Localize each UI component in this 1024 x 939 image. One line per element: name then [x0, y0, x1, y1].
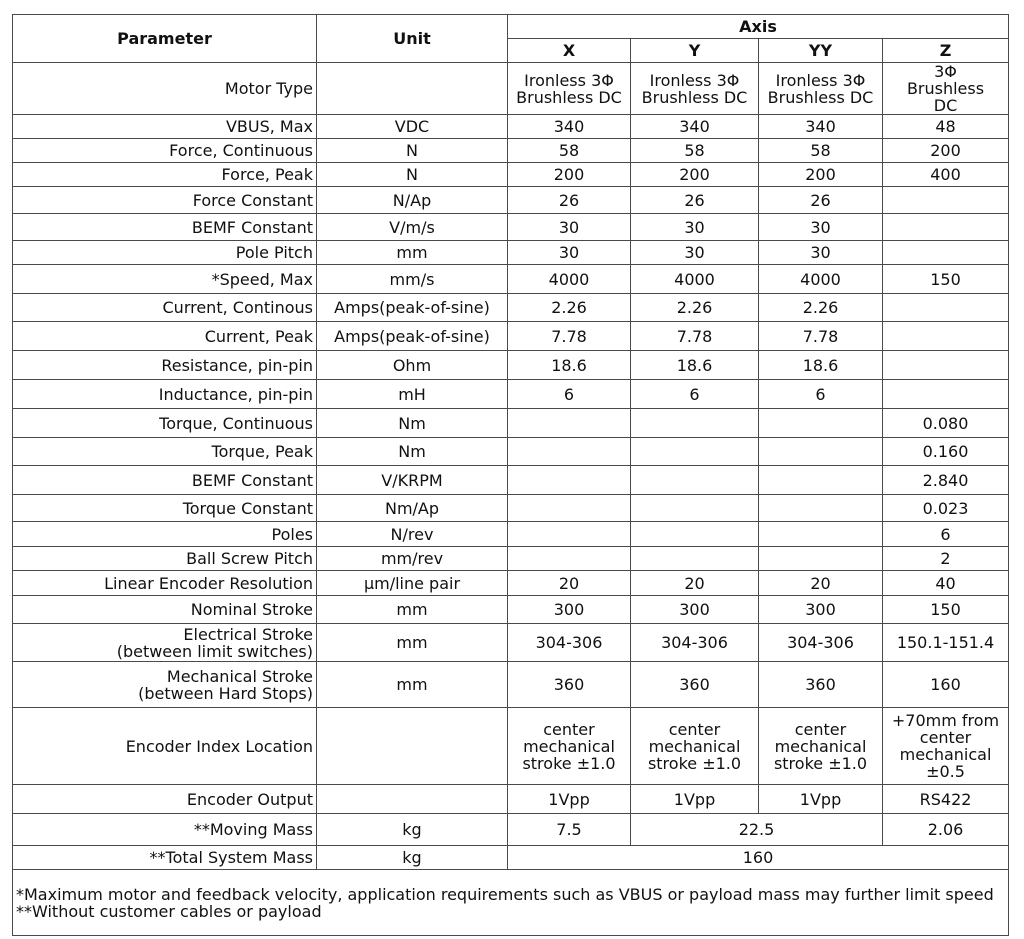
value-y: 1Vpp	[631, 785, 759, 814]
value-y: 304-306	[631, 624, 759, 662]
total-mass-row	[13, 846, 1009, 870]
param-cell	[13, 294, 317, 322]
value-y: 20	[631, 571, 759, 596]
param-label: Resistance, pin-pin	[161, 355, 313, 375]
value-x: 58	[508, 139, 631, 163]
value-x: 340	[508, 115, 631, 139]
value-x: 30	[508, 214, 631, 241]
value-yy: 2.26	[759, 294, 883, 322]
unit-cell: V/KRPM	[317, 466, 508, 495]
param-label: Ball Screw Pitch	[186, 549, 313, 568]
value-z	[883, 294, 1009, 322]
spec-row	[13, 241, 1009, 265]
value-yy: 340	[759, 115, 883, 139]
value-x	[508, 438, 631, 466]
unit-cell: Amps(peak-of-sine)	[317, 322, 508, 351]
value-x	[508, 409, 631, 438]
value-x	[508, 495, 631, 522]
value-y: 200	[631, 163, 759, 187]
unit-cell: Ohm	[317, 351, 508, 380]
value-x: 360	[508, 662, 631, 708]
unit-cell: mm	[317, 596, 508, 624]
value-y	[631, 409, 759, 438]
value-z: 0.080	[883, 409, 1009, 438]
spec-row	[13, 322, 1009, 351]
spec-row	[13, 547, 1009, 571]
value-z: 6	[883, 522, 1009, 547]
param-cell	[13, 139, 317, 163]
value-z: 0.160	[883, 438, 1009, 466]
unit-cell: Nm	[317, 438, 508, 466]
footnote-mass: **Without customer cables or payload	[16, 901, 322, 921]
param-cell	[13, 115, 317, 139]
value-yy: 58	[759, 139, 883, 163]
unit-cell: mm	[317, 241, 508, 265]
param-cell	[13, 163, 317, 187]
unit-cell: mH	[317, 380, 508, 409]
param-label: Torque, Peak	[211, 442, 313, 461]
value-x: center mechanical stroke ±1.0	[508, 708, 631, 785]
value-z: 3Φ Brushless DC	[883, 63, 1009, 115]
unit-cell: kg	[317, 814, 508, 846]
unit-cell: kg	[317, 846, 508, 870]
param-cell	[13, 662, 317, 708]
param-label: Linear Encoder Resolution	[104, 573, 313, 593]
value-yy: Ironless 3Φ Brushless DC	[759, 63, 883, 115]
param-label: *Speed, Max	[211, 269, 313, 289]
unit-cell: V/m/s	[317, 214, 508, 241]
value-z: 40	[883, 571, 1009, 596]
value-yy	[759, 438, 883, 466]
value-yy: 26	[759, 187, 883, 214]
unit-cell: mm/s	[317, 265, 508, 294]
value-y	[631, 522, 759, 547]
param-label: Poles	[271, 524, 313, 544]
value-total: 160	[508, 846, 1009, 870]
param-label: BEMF Constant	[191, 217, 313, 237]
value-x: 2.26	[508, 294, 631, 322]
value-yy	[759, 466, 883, 495]
value-x: 20	[508, 571, 631, 596]
spec-row	[13, 115, 1009, 139]
param-label: Current, Continous	[162, 298, 313, 317]
value-y: 2.26	[631, 294, 759, 322]
unit-cell: N/Ap	[317, 187, 508, 214]
footnote-speed: *Maximum motor and feedback velocity, application requirements such as VBUS or payload mass may further limit speed	[16, 884, 994, 904]
param-cell	[13, 708, 317, 785]
spec-row	[13, 495, 1009, 522]
param-label: BEMF Constant	[191, 470, 313, 490]
spec-row	[13, 187, 1009, 214]
value-y: 360	[631, 662, 759, 708]
unit-header: Unit	[317, 15, 508, 63]
value-yy: 6	[759, 380, 883, 409]
param-cell	[13, 624, 317, 662]
value-y: 300	[631, 596, 759, 624]
value-x: Ironless 3Φ Brushless DC	[508, 63, 631, 115]
value-yy: 300	[759, 596, 883, 624]
footnotes	[13, 870, 1009, 936]
param-cell	[13, 265, 317, 294]
unit-cell: Amps(peak-of-sine)	[317, 294, 508, 322]
value-z: 150	[883, 596, 1009, 624]
value-y: 340	[631, 115, 759, 139]
value-yy: 30	[759, 214, 883, 241]
spec-row	[13, 466, 1009, 495]
param-cell	[13, 351, 317, 380]
unit-cell: VDC	[317, 115, 508, 139]
param-cell	[13, 322, 317, 351]
value-y	[631, 547, 759, 571]
param-cell	[13, 438, 317, 466]
param-label: Torque Constant	[182, 498, 313, 518]
param-cell: **Moving Mass	[13, 814, 317, 846]
param-cell	[13, 495, 317, 522]
param-cell	[13, 380, 317, 409]
param-label: Nominal Stroke	[190, 600, 313, 619]
axis-x-header: X	[508, 39, 631, 63]
spec-row	[13, 596, 1009, 624]
footnote-row	[13, 870, 1009, 936]
value-x	[508, 466, 631, 495]
unit-cell: N	[317, 139, 508, 163]
unit-cell: mm	[317, 624, 508, 662]
value-z: 200	[883, 139, 1009, 163]
value-yy: 1Vpp	[759, 785, 883, 814]
value-yy: 360	[759, 662, 883, 708]
spec-row	[13, 708, 1009, 785]
spec-row	[13, 63, 1009, 115]
value-y: 26	[631, 187, 759, 214]
spec-row	[13, 522, 1009, 547]
value-z	[883, 380, 1009, 409]
param-label: Mechanical Stroke	[166, 666, 313, 686]
unit-cell	[317, 63, 508, 115]
value-yy: 30	[759, 241, 883, 265]
value-yy	[759, 522, 883, 547]
moving-mass-row	[13, 814, 1009, 846]
param-cell	[13, 63, 317, 115]
unit-cell: μm/line pair	[317, 571, 508, 596]
value-y	[631, 466, 759, 495]
axis-z-header: Z	[883, 39, 1009, 63]
value-x: 26	[508, 187, 631, 214]
spec-row	[13, 571, 1009, 596]
param-label: Encoder Index Location	[125, 736, 313, 756]
value-x: 304-306	[508, 624, 631, 662]
param-cell	[13, 785, 317, 814]
value-z: 0.023	[883, 495, 1009, 522]
param-cell	[13, 241, 317, 265]
specification-table	[12, 14, 1009, 936]
param-cell	[13, 522, 317, 547]
header-row-top	[13, 15, 1009, 39]
value-z	[883, 322, 1009, 351]
spec-row	[13, 438, 1009, 466]
param-sublabel: (between Hard Stops)	[138, 683, 313, 703]
unit-cell: mm/rev	[317, 547, 508, 571]
unit-cell: N/rev	[317, 522, 508, 547]
param-label: Current, Peak	[204, 326, 313, 346]
value-x: 300	[508, 596, 631, 624]
param-label: Torque, Continuous	[159, 413, 313, 433]
value-x: 7.5	[508, 814, 631, 846]
value-y: 58	[631, 139, 759, 163]
value-z	[883, 351, 1009, 380]
value-yy: 18.6	[759, 351, 883, 380]
param-label: Inductance, pin-pin	[158, 384, 313, 404]
param-cell	[13, 571, 317, 596]
value-yy: center mechanical stroke ±1.0	[759, 708, 883, 785]
spec-row	[13, 785, 1009, 814]
param-cell	[13, 547, 317, 571]
value-y: 6	[631, 380, 759, 409]
spec-row	[13, 294, 1009, 322]
value-y-yy: 22.5	[631, 814, 883, 846]
axis-yy-header: YY	[759, 39, 883, 63]
value-x: 4000	[508, 265, 631, 294]
value-z: 2	[883, 547, 1009, 571]
value-x: 18.6	[508, 351, 631, 380]
value-z: 150	[883, 265, 1009, 294]
value-z: 2.06	[883, 814, 1009, 846]
spec-row	[13, 351, 1009, 380]
spec-row	[13, 265, 1009, 294]
value-y	[631, 438, 759, 466]
value-yy	[759, 547, 883, 571]
value-z	[883, 187, 1009, 214]
value-x: 1Vpp	[508, 785, 631, 814]
value-yy	[759, 495, 883, 522]
param-cell: **Total System Mass	[13, 846, 317, 870]
spec-row	[13, 409, 1009, 438]
value-x: 6	[508, 380, 631, 409]
unit-cell: N	[317, 163, 508, 187]
unit-cell: Nm/Ap	[317, 495, 508, 522]
param-label: VBUS, Max	[225, 117, 313, 136]
param-label: Force, Continuous	[169, 141, 313, 160]
param-cell	[13, 596, 317, 624]
value-y: 30	[631, 241, 759, 265]
spec-row	[13, 163, 1009, 187]
value-z: +70mm from center mechanical ±0.5	[883, 708, 1009, 785]
parameter-header: Parameter	[13, 15, 317, 63]
value-y: 18.6	[631, 351, 759, 380]
value-y: 30	[631, 214, 759, 241]
spec-row	[13, 214, 1009, 241]
param-label: Encoder Output	[186, 789, 313, 809]
param-label: Electrical Stroke	[183, 624, 313, 644]
value-yy: 7.78	[759, 322, 883, 351]
value-z: 400	[883, 163, 1009, 187]
spec-body	[13, 63, 1009, 936]
spec-row	[13, 662, 1009, 708]
value-z: RS422	[883, 785, 1009, 814]
axis-header: Axis	[508, 15, 1009, 39]
value-yy: 4000	[759, 265, 883, 294]
value-z: 160	[883, 662, 1009, 708]
value-y: 7.78	[631, 322, 759, 351]
value-x: 30	[508, 241, 631, 265]
spec-row	[13, 139, 1009, 163]
value-x: 7.78	[508, 322, 631, 351]
param-label: Pole Pitch	[235, 243, 313, 262]
param-cell	[13, 409, 317, 438]
value-x: 200	[508, 163, 631, 187]
value-yy	[759, 409, 883, 438]
value-y: Ironless 3Φ Brushless DC	[631, 63, 759, 115]
value-z: 2.840	[883, 466, 1009, 495]
unit-cell: mm	[317, 662, 508, 708]
param-label: Motor Type	[224, 79, 313, 98]
value-x	[508, 547, 631, 571]
param-sublabel: (between limit switches)	[116, 641, 313, 661]
param-label: Force Constant	[192, 190, 313, 210]
value-z	[883, 241, 1009, 265]
spec-row	[13, 380, 1009, 409]
value-y	[631, 495, 759, 522]
param-label: Force, Peak	[221, 165, 313, 184]
unit-cell: Nm	[317, 409, 508, 438]
value-yy: 304-306	[759, 624, 883, 662]
value-y: 4000	[631, 265, 759, 294]
axis-y-header: Y	[631, 39, 759, 63]
value-z	[883, 214, 1009, 241]
unit-cell	[317, 708, 508, 785]
param-cell	[13, 214, 317, 241]
param-cell	[13, 187, 317, 214]
spec-row	[13, 624, 1009, 662]
value-yy: 200	[759, 163, 883, 187]
value-yy: 20	[759, 571, 883, 596]
value-z: 48	[883, 115, 1009, 139]
value-z: 150.1-151.4	[883, 624, 1009, 662]
value-x	[508, 522, 631, 547]
unit-cell	[317, 785, 508, 814]
value-y: center mechanical stroke ±1.0	[631, 708, 759, 785]
param-cell	[13, 466, 317, 495]
